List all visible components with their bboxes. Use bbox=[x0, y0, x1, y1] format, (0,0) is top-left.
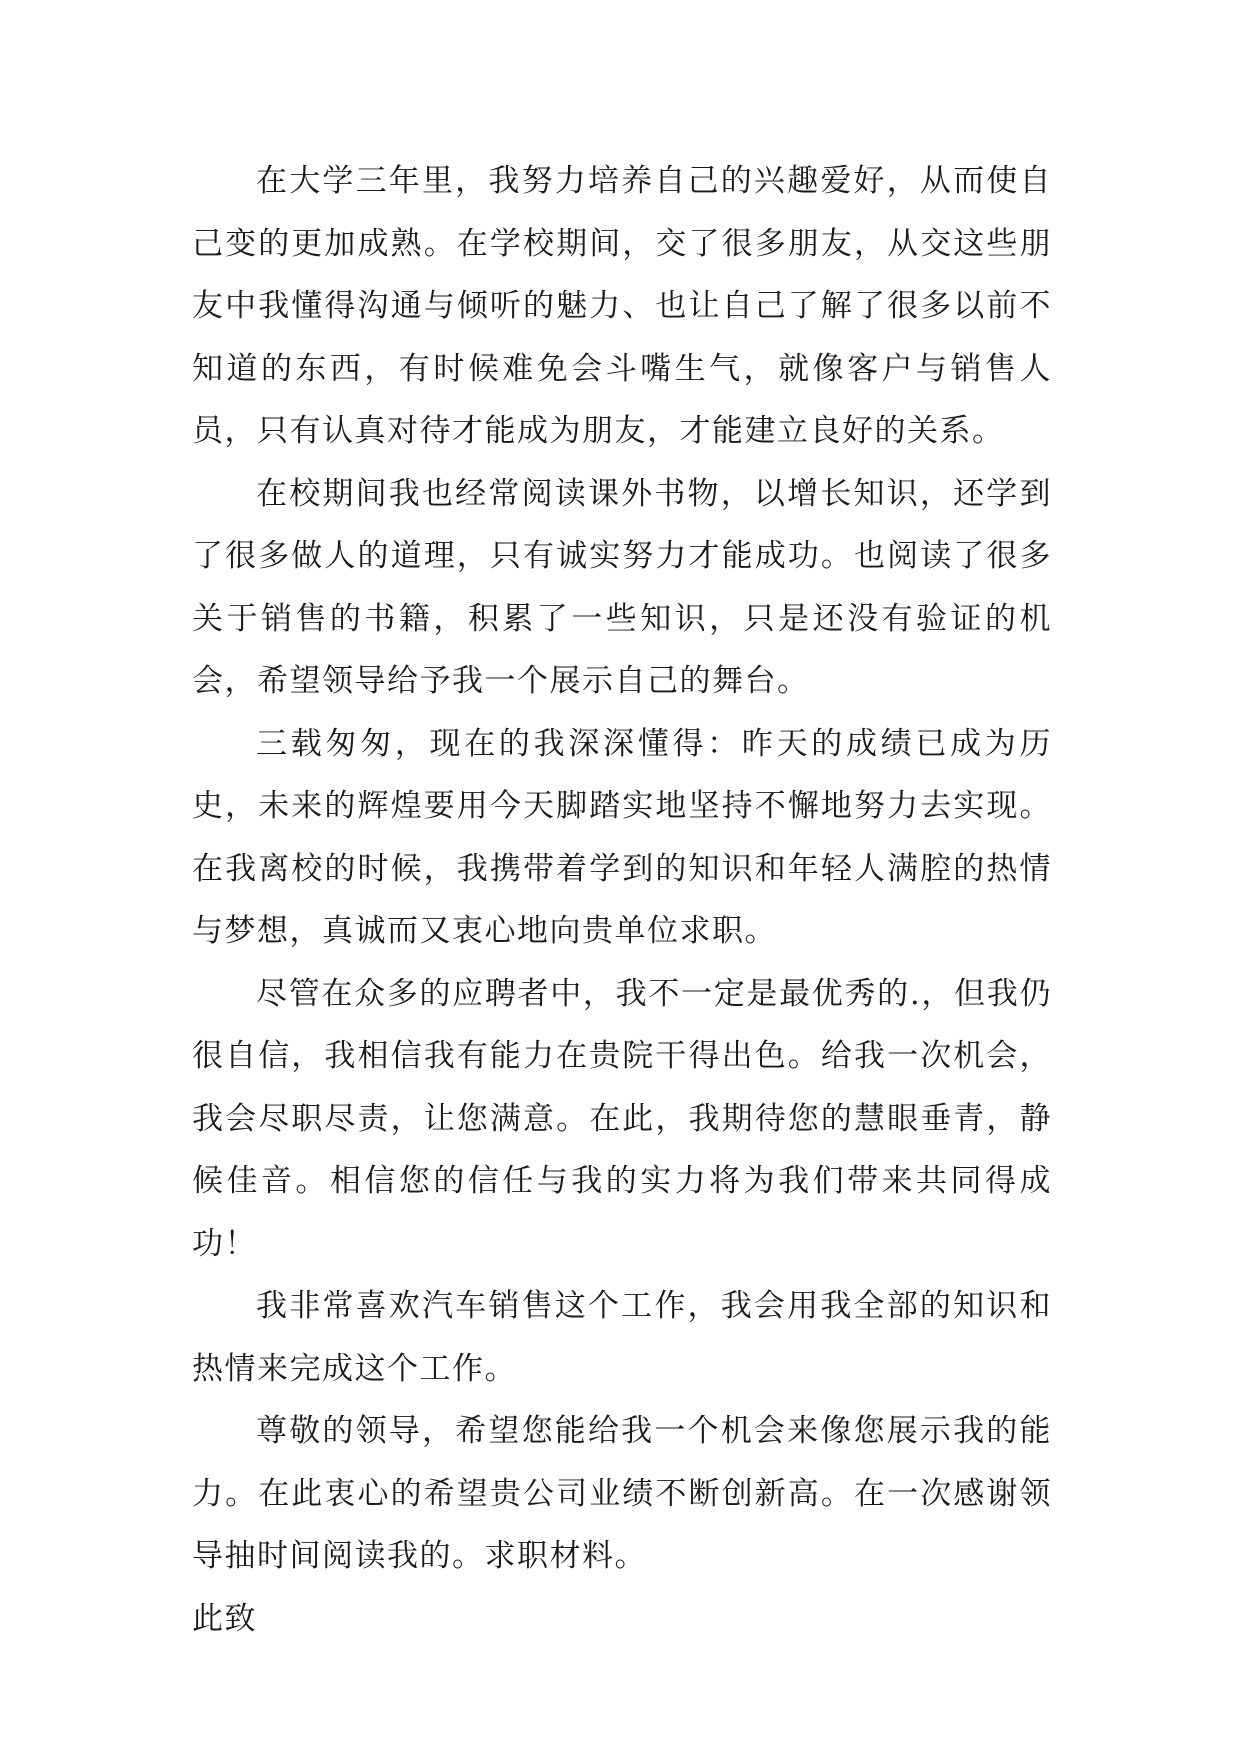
paragraph-interests: 在大学三年里，我努力培养自己的兴趣爱好，从而使自己变的更加成熟。在学校期间，交了很多朋友，从交这些朋友中我懂得沟通与倾听的魅力、也让自己了解了很多以前不知道的东西，有时候难免会斗嘴生气，就像客户与销售人员，只有认真对待才能成为朋友，才能建立良好的关系。 bbox=[192, 163, 1052, 449]
paragraph-thanks: 尊敬的领导，希望您能给我一个机会来像您展示我的能力。在此衷心的希望贵公司业绩不断创新高。在一次感谢领导抽时间阅读我的。求职材料。 bbox=[192, 1413, 1052, 1574]
closing-salutation: 此致 bbox=[192, 1600, 257, 1637]
letter-body bbox=[192, 150, 1052, 1650]
paragraph-reading: 在校期间我也经常阅读课外书物，以增长知识，还学到了很多做人的道理，只有诚实努力才能成功。也阅读了很多关于销售的书籍，积累了一些知识，只是还没有验证的机会，希望领导给予我一个展示自己的舞台。 bbox=[192, 475, 1052, 699]
paragraph-graduation: 三载匆匆，现在的我深深懂得：昨天的成绩已成为历史，未来的辉煌要用今天脚踏实地坚持不懈地努力去实现。在我离校的时候，我携带着学到的知识和年轻人满腔的热情与梦想，真诚而又衷心地向贵单位求职。 bbox=[192, 725, 1052, 949]
paragraph-car-sales: 我非常喜欢汽车销售这个工作，我会用我全部的知识和热情来完成这个工作。 bbox=[192, 1288, 1052, 1387]
paragraph-confidence: 尽管在众多的应聘者中，我不一定是最优秀的.，但我仍很自信，我相信我有能力在贵院干得出色。给我一次机会，我会尽职尽责，让您满意。在此，我期待您的慧眼垂青，静候佳音。相信您的信任与我的实力将为我们带来共同得成功！ bbox=[192, 975, 1052, 1262]
